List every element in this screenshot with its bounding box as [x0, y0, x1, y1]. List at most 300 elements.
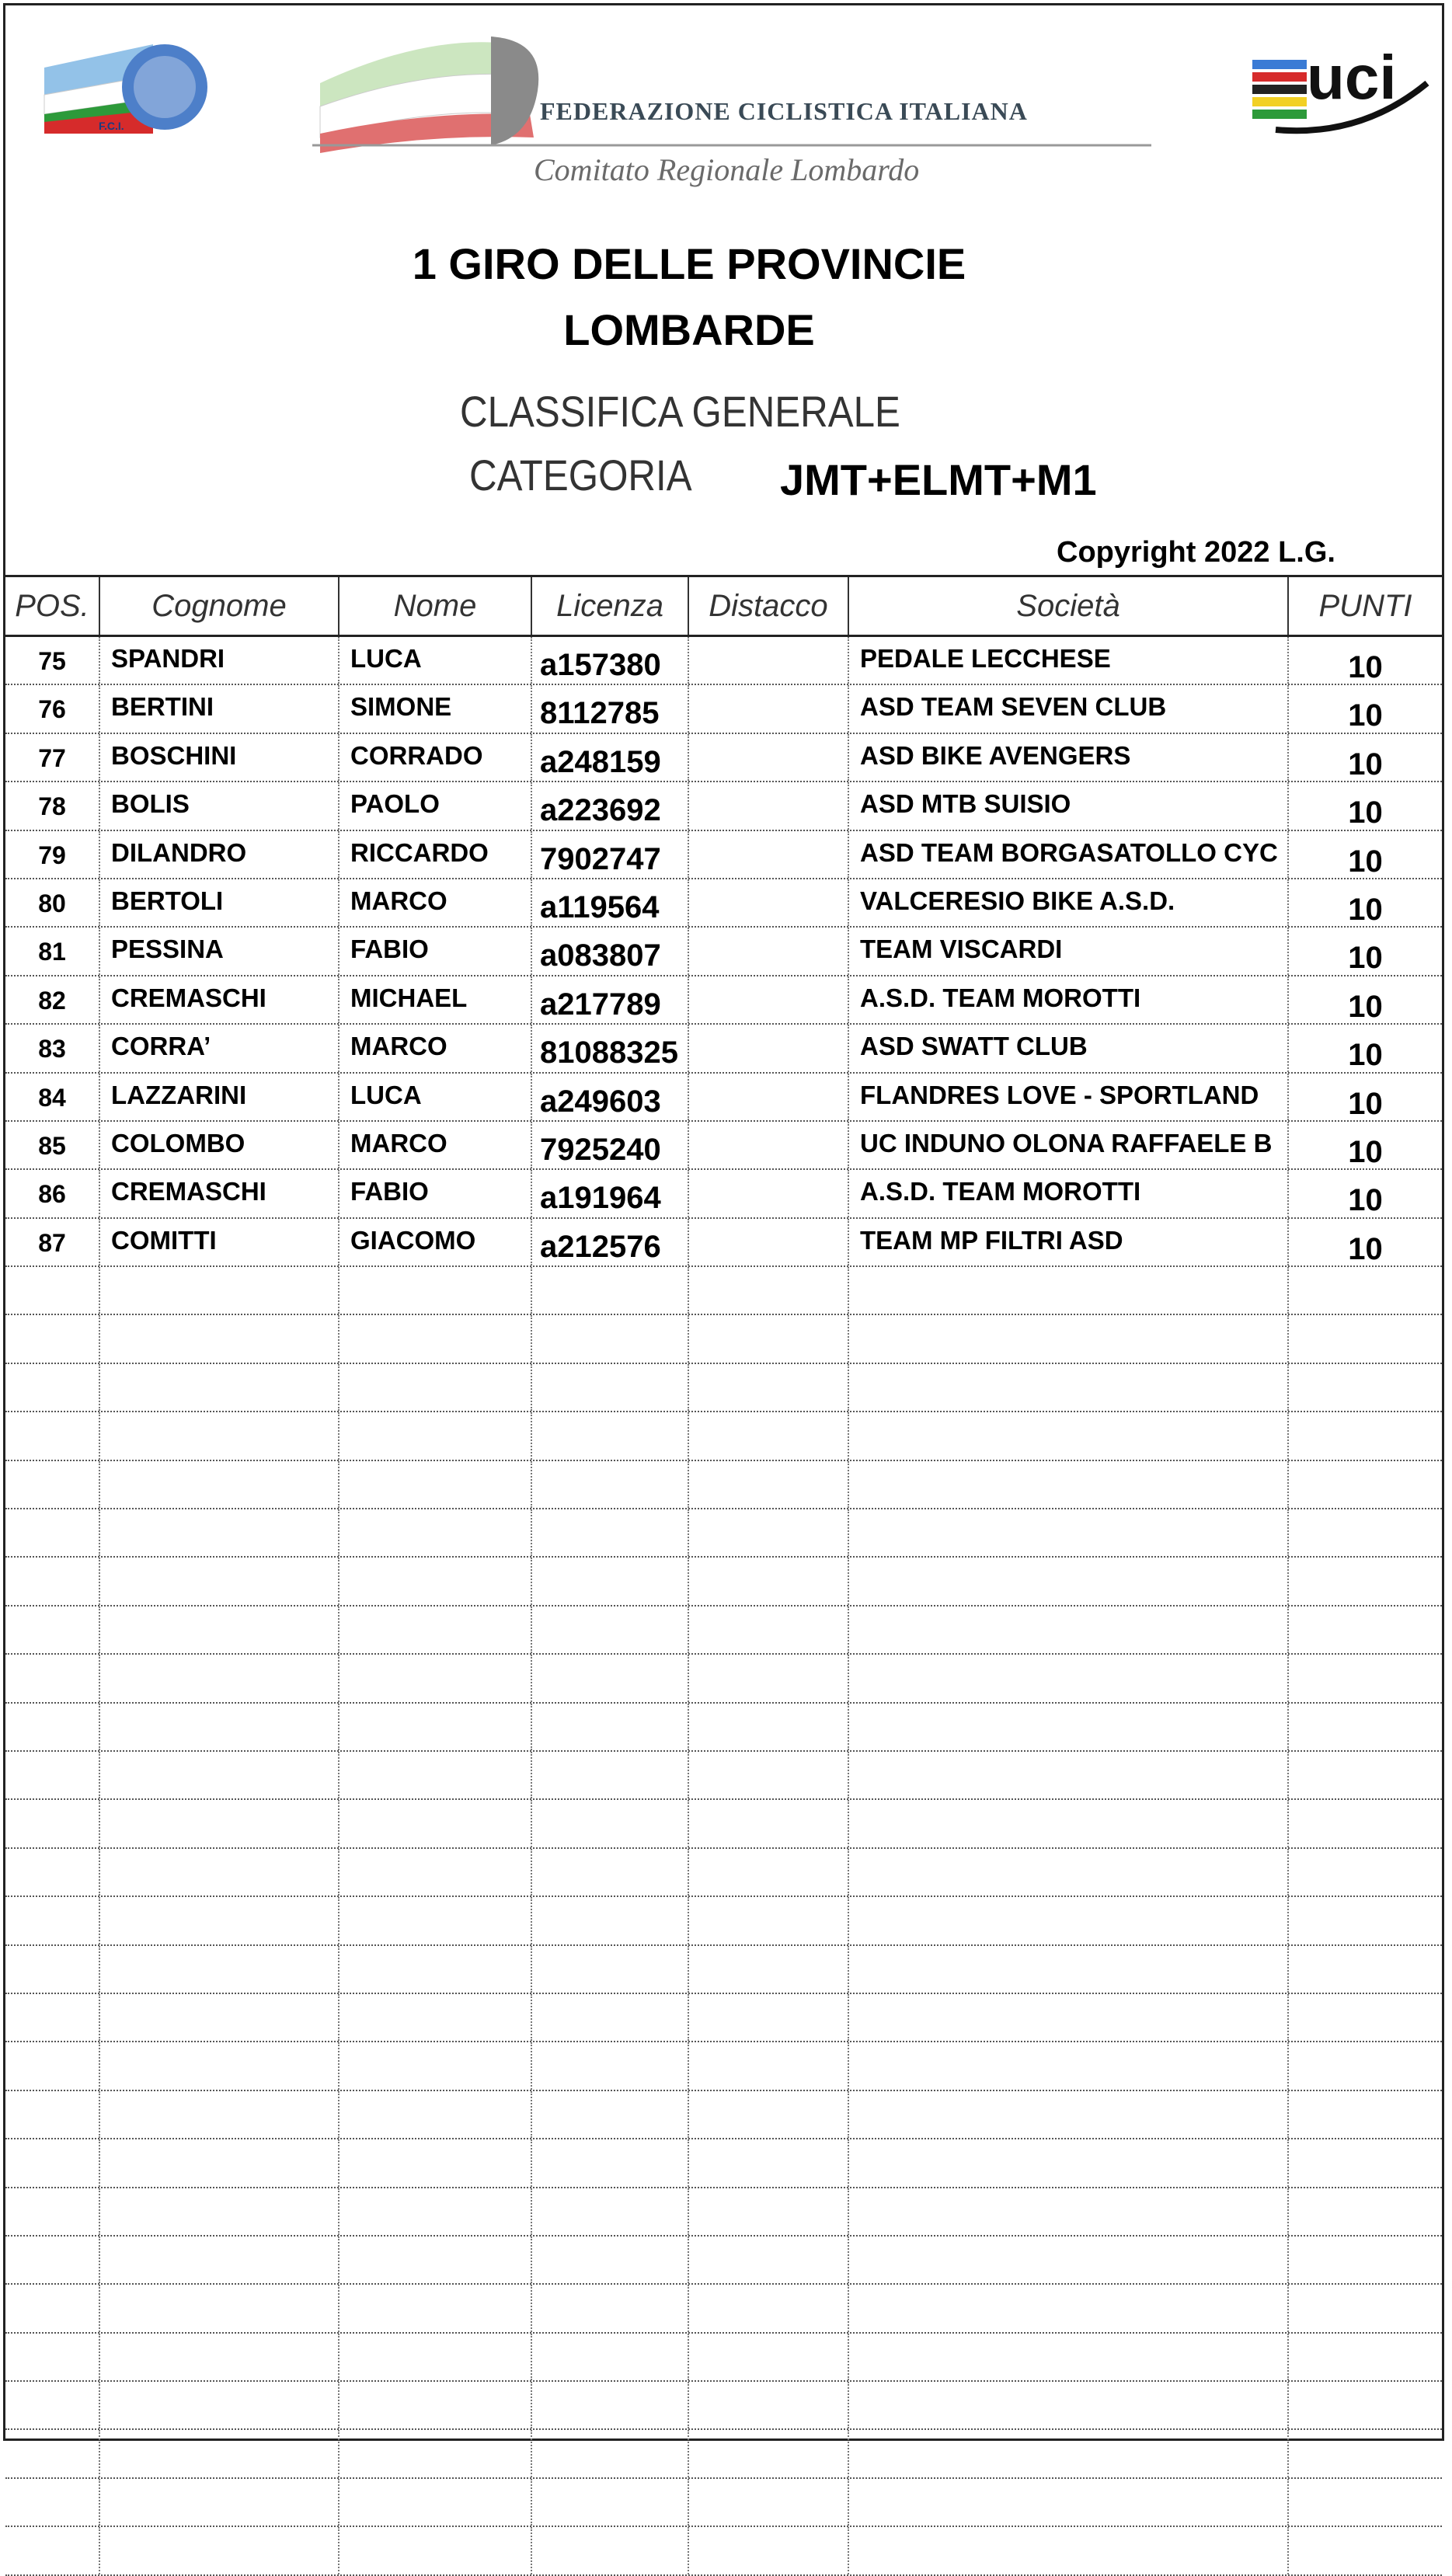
cell-nome	[339, 2479, 532, 2526]
cell-distacco	[689, 1994, 849, 2041]
cell-pos	[5, 2382, 100, 2428]
empty-table-row	[5, 1849, 1442, 1897]
cell-nome	[339, 1704, 532, 1750]
uci-logo	[1252, 37, 1439, 138]
cell-licenza	[532, 1704, 689, 1750]
cell-licenza: a157380	[532, 637, 689, 684]
cell-distacco	[689, 928, 849, 974]
cell-cognome	[100, 1752, 339, 1798]
cell-pos	[5, 1800, 100, 1847]
cell-punti	[1289, 2188, 1442, 2235]
table-row	[5, 685, 1442, 733]
cell-licenza	[532, 2139, 689, 2186]
col-header-pos: POS.	[5, 577, 100, 635]
table-row	[5, 734, 1442, 782]
cell-cognome	[100, 1800, 339, 1847]
cell-distacco	[689, 2430, 849, 2477]
cell-distacco	[689, 2188, 849, 2235]
col-header-punti: PUNTI	[1318, 589, 1412, 623]
cell-nome: FABIO	[339, 1170, 532, 1217]
col-header-distacco: Distacco	[689, 577, 849, 635]
cell-nome: LUCA	[339, 637, 532, 684]
cell-punti	[1289, 1509, 1442, 1556]
cell-pos: 80	[5, 879, 100, 926]
cell-punti	[1289, 1558, 1442, 1604]
cell-societa	[849, 2285, 1289, 2331]
results-table	[5, 575, 1442, 2576]
cell-societa	[849, 1558, 1289, 1604]
cell-punti: 10	[1348, 989, 1383, 1024]
cell-societa	[849, 2527, 1289, 2574]
cell-pos	[5, 1364, 100, 1411]
cell-punti	[1289, 2479, 1442, 2526]
cell-societa	[849, 1849, 1289, 1895]
cell-cognome	[100, 2430, 339, 2477]
event-title-line2: LOMBARDE	[563, 305, 815, 354]
cell-distacco	[689, 1704, 849, 1750]
cell-cognome: BERTINI	[100, 685, 339, 732]
cell-punti: 10	[1348, 1231, 1383, 1266]
cell-nome: FABIO	[339, 928, 532, 974]
cell-cognome: PESSINA	[100, 928, 339, 974]
empty-table-row	[5, 2139, 1442, 2188]
cell-cognome	[100, 2479, 339, 2526]
event-title-line1: 1 GIRO DELLE PROVINCIE	[412, 239, 966, 288]
cell-cognome	[100, 2285, 339, 2331]
cell-pos	[5, 2527, 100, 2574]
cell-societa	[849, 2042, 1289, 2089]
cell-nome	[339, 1607, 532, 1653]
cell-punti: 10	[1348, 1086, 1383, 1121]
cell-pos: 87	[5, 1219, 100, 1265]
empty-table-row	[5, 1315, 1442, 1363]
cell-pos	[5, 2479, 100, 2526]
category-label: CATEGORIA	[469, 451, 692, 500]
cell-distacco	[689, 879, 849, 926]
empty-table-row	[5, 2285, 1442, 2333]
cell-nome: RICCARDO	[339, 831, 532, 878]
cell-distacco	[689, 637, 849, 684]
cell-societa	[849, 1509, 1289, 1556]
cell-licenza	[532, 1655, 689, 1701]
cell-distacco	[689, 831, 849, 878]
cell-distacco	[689, 1122, 849, 1168]
cell-licenza	[532, 1412, 689, 1459]
cell-licenza	[532, 2285, 689, 2331]
cell-cognome: DILANDRO	[100, 831, 339, 878]
cell-pos	[5, 1752, 100, 1798]
cell-pos: 79	[5, 831, 100, 878]
cell-punti	[1289, 1315, 1442, 1362]
cell-societa: ASD TEAM BORGASATOLLO CYC	[849, 831, 1289, 878]
cell-distacco	[689, 2479, 849, 2526]
cell-societa: FLANDRES LOVE - SPORTLAND	[849, 1074, 1289, 1120]
cell-nome	[339, 2285, 532, 2331]
cell-cognome	[100, 1655, 339, 1701]
cell-licenza	[532, 2091, 689, 2138]
table-row	[5, 637, 1442, 685]
cell-punti: 10	[1348, 650, 1383, 684]
cell-cognome	[100, 2527, 339, 2574]
cell-punti	[1289, 1364, 1442, 1411]
cell-licenza	[532, 1267, 689, 1314]
cell-pos	[5, 2285, 100, 2331]
cell-nome: MARCO	[339, 1122, 532, 1168]
cell-cognome: LAZZARINI	[100, 1074, 339, 1120]
cell-societa	[849, 1800, 1289, 1847]
empty-table-row	[5, 2382, 1442, 2430]
cell-pos	[5, 1267, 100, 1314]
empty-table-row	[5, 1558, 1442, 1606]
col-header-cognome: Cognome	[100, 577, 339, 635]
empty-table-row	[5, 2430, 1442, 2478]
committee-name: Comitato Regionale Lombardo	[534, 152, 920, 187]
col-header-licenza: Licenza	[532, 577, 689, 635]
cell-punti	[1289, 1412, 1442, 1459]
cell-nome	[339, 2382, 532, 2428]
col-header-societa: Società	[849, 577, 1289, 635]
empty-table-row	[5, 1946, 1442, 1994]
cell-punti	[1289, 1946, 1442, 1993]
cell-distacco	[689, 2091, 849, 2138]
cell-pos: 77	[5, 734, 100, 781]
category-value: JMT+ELMT+M1	[780, 455, 1097, 504]
cell-nome	[339, 2042, 532, 2089]
cell-societa	[849, 1897, 1289, 1944]
cell-distacco	[689, 2237, 849, 2283]
cell-nome	[339, 1849, 532, 1895]
cell-punti	[1289, 1655, 1442, 1701]
cell-distacco	[689, 1509, 849, 1556]
cell-cognome: COMITTI	[100, 1219, 339, 1265]
cell-cognome	[100, 1607, 339, 1653]
cell-punti	[1289, 2042, 1442, 2089]
cell-pos: 75	[5, 637, 100, 684]
table-row	[5, 879, 1442, 928]
cell-punti	[1289, 1849, 1442, 1895]
cell-societa	[849, 2188, 1289, 2235]
empty-table-row	[5, 1267, 1442, 1315]
cell-pos	[5, 2139, 100, 2186]
empty-table-row	[5, 2188, 1442, 2237]
cell-nome	[339, 1461, 532, 1508]
cell-pos	[5, 1655, 100, 1701]
cell-cognome	[100, 1897, 339, 1944]
empty-table-row	[5, 2042, 1442, 2090]
cell-pos	[5, 2188, 100, 2235]
cell-cognome	[100, 2188, 339, 2235]
cell-licenza	[532, 2334, 689, 2380]
cell-licenza	[532, 1558, 689, 1604]
empty-table-row	[5, 1655, 1442, 1703]
cell-cognome	[100, 1461, 339, 1508]
cell-pos	[5, 2430, 100, 2477]
cell-nome	[339, 1412, 532, 1459]
cell-nome	[339, 1994, 532, 2041]
cell-punti	[1289, 2139, 1442, 2186]
cell-nome	[339, 1800, 532, 1847]
cell-distacco	[689, 2527, 849, 2574]
cell-societa	[849, 1461, 1289, 1508]
table-row	[5, 1025, 1442, 1073]
cell-distacco	[689, 1170, 849, 1217]
cell-cognome: CREMASCHI	[100, 976, 339, 1023]
cell-licenza: a248159	[532, 734, 689, 781]
cell-cognome	[100, 2382, 339, 2428]
results-sheet	[3, 3, 1444, 2441]
cell-societa	[849, 1607, 1289, 1653]
empty-table-row	[5, 2237, 1442, 2285]
cell-nome	[339, 2091, 532, 2138]
cell-societa	[849, 2237, 1289, 2283]
cell-nome	[339, 1752, 532, 1798]
cell-distacco	[689, 1752, 849, 1798]
cell-distacco	[689, 1461, 849, 1508]
cell-cognome	[100, 2091, 339, 2138]
cell-licenza	[532, 1315, 689, 1362]
cell-distacco	[689, 1219, 849, 1265]
cell-licenza: 7902747	[532, 831, 689, 878]
cell-licenza	[532, 2188, 689, 2235]
cell-licenza	[532, 1752, 689, 1798]
cell-societa	[849, 1655, 1289, 1701]
cell-societa	[849, 1752, 1289, 1798]
cell-cognome	[100, 2139, 339, 2186]
cell-cognome	[100, 2042, 339, 2089]
cell-nome	[339, 1897, 532, 1944]
cell-pos: 82	[5, 976, 100, 1023]
empty-table-row	[5, 1412, 1442, 1460]
cell-pos	[5, 1704, 100, 1750]
cell-pos	[5, 1897, 100, 1944]
cell-societa: ASD TEAM SEVEN CLUB	[849, 685, 1289, 732]
cell-punti: 10	[1348, 747, 1383, 782]
empty-table-row	[5, 1752, 1442, 1800]
cell-societa: PEDALE LECCHESE	[849, 637, 1289, 684]
cell-punti	[1289, 1800, 1442, 1847]
cell-cognome	[100, 1412, 339, 1459]
cell-cognome	[100, 1267, 339, 1314]
cell-nome	[339, 1267, 532, 1314]
table-row	[5, 1122, 1442, 1170]
cell-pos	[5, 1412, 100, 1459]
cell-cognome: CREMASCHI	[100, 1170, 339, 1217]
table-row	[5, 976, 1442, 1025]
table-header	[5, 575, 1442, 637]
cell-punti	[1289, 2285, 1442, 2331]
empty-table-row	[5, 2091, 1442, 2139]
cell-nome	[339, 2188, 532, 2235]
cell-cognome	[100, 1849, 339, 1895]
cell-punti: 10	[1348, 1134, 1383, 1169]
cell-distacco	[689, 685, 849, 732]
cell-cognome: BERTOLI	[100, 879, 339, 926]
empty-table-row	[5, 1704, 1442, 1752]
cell-societa	[849, 1315, 1289, 1362]
cell-distacco	[689, 2334, 849, 2380]
cell-punti	[1289, 2334, 1442, 2380]
cell-nome: GIACOMO	[339, 1219, 532, 1265]
cell-cognome	[100, 1994, 339, 2041]
cell-licenza: 7925240	[532, 1122, 689, 1168]
cell-punti: 10	[1348, 1038, 1383, 1073]
cell-licenza	[532, 1800, 689, 1847]
cell-punti: 10	[1348, 698, 1383, 733]
cell-pos	[5, 2334, 100, 2380]
cell-licenza: a223692	[532, 782, 689, 829]
cell-licenza	[532, 1509, 689, 1556]
cell-nome	[339, 2334, 532, 2380]
cell-pos: 76	[5, 685, 100, 732]
cell-pos: 81	[5, 928, 100, 974]
cell-pos	[5, 2042, 100, 2089]
cell-distacco	[689, 1364, 849, 1411]
cell-cognome	[100, 1558, 339, 1604]
cell-licenza: a249603	[532, 1074, 689, 1120]
cell-nome: MARCO	[339, 879, 532, 926]
cell-pos	[5, 1461, 100, 1508]
copyright: Copyright 2022 L.G.	[1057, 536, 1335, 569]
ranking-type: CLASSIFICA GENERALE	[460, 387, 900, 436]
cell-distacco	[689, 1074, 849, 1120]
cell-punti: 10	[1348, 892, 1383, 927]
cell-societa: TEAM MP FILTRI ASD	[849, 1219, 1289, 1265]
cell-distacco	[689, 1946, 849, 1993]
cell-nome	[339, 1509, 532, 1556]
cell-societa: A.S.D. TEAM MOROTTI	[849, 1170, 1289, 1217]
table-row	[5, 1219, 1442, 1267]
cell-pos: 83	[5, 1025, 100, 1071]
cell-licenza	[532, 1994, 689, 2041]
cell-distacco	[689, 2285, 849, 2331]
cell-licenza: a083807	[532, 928, 689, 974]
empty-table-row	[5, 1994, 1442, 2042]
cell-distacco	[689, 1607, 849, 1653]
svg-text:uci: uci	[1307, 43, 1397, 112]
cell-punti	[1289, 1461, 1442, 1508]
cell-licenza	[532, 1607, 689, 1653]
cell-cognome	[100, 1315, 339, 1362]
cell-societa	[849, 1267, 1289, 1314]
cell-pos	[5, 1558, 100, 1604]
cell-societa	[849, 2479, 1289, 2526]
federation-name: FEDERAZIONE CICLISTICA ITALIANA	[540, 97, 1028, 125]
cell-cognome: BOSCHINI	[100, 734, 339, 781]
cell-licenza	[532, 2237, 689, 2283]
table-row	[5, 928, 1442, 976]
cell-pos	[5, 1315, 100, 1362]
cell-nome	[339, 2527, 532, 2574]
cell-distacco	[689, 1558, 849, 1604]
cell-licenza	[532, 2479, 689, 2526]
empty-table-row	[5, 2479, 1442, 2527]
cell-distacco	[689, 1849, 849, 1895]
cell-nome	[339, 2237, 532, 2283]
cell-societa: UC INDUNO OLONA RAFFAELE B	[849, 1122, 1289, 1168]
cell-nome	[339, 2139, 532, 2186]
cell-cognome: COLOMBO	[100, 1122, 339, 1168]
cell-distacco	[689, 1315, 849, 1362]
cell-nome	[339, 2430, 532, 2477]
cell-cognome: BOLIS	[100, 782, 339, 829]
cell-cognome: SPANDRI	[100, 637, 339, 684]
cell-pos	[5, 1509, 100, 1556]
cell-societa: ASD BIKE AVENGERS	[849, 734, 1289, 781]
cell-societa: TEAM VISCARDI	[849, 928, 1289, 974]
cell-licenza: a119564	[532, 879, 689, 926]
empty-table-row	[5, 1364, 1442, 1412]
cell-pos	[5, 2237, 100, 2283]
cell-licenza: a191964	[532, 1170, 689, 1217]
cell-nome	[339, 1315, 532, 1362]
cell-licenza	[532, 1849, 689, 1895]
cell-licenza	[532, 2042, 689, 2089]
cell-licenza	[532, 2430, 689, 2477]
cell-societa	[849, 2382, 1289, 2428]
cell-nome: LUCA	[339, 1074, 532, 1120]
cell-societa	[849, 2430, 1289, 2477]
cell-cognome	[100, 1364, 339, 1411]
cell-punti	[1289, 1897, 1442, 1944]
cell-societa	[849, 1946, 1289, 1993]
cell-societa	[849, 2091, 1289, 2138]
cell-pos	[5, 1607, 100, 1653]
cell-societa: VALCERESIO BIKE A.S.D.	[849, 879, 1289, 926]
cell-punti	[1289, 2430, 1442, 2477]
cell-pos: 78	[5, 782, 100, 829]
cell-licenza	[532, 2382, 689, 2428]
svg-text:F.C.I.: F.C.I.	[99, 120, 124, 132]
cell-licenza: 81088325	[532, 1025, 689, 1071]
cell-punti	[1289, 2382, 1442, 2428]
empty-table-row	[5, 1897, 1442, 1945]
cell-nome	[339, 1655, 532, 1701]
cell-distacco	[689, 1412, 849, 1459]
cell-pos	[5, 2091, 100, 2138]
cell-societa	[849, 1994, 1289, 2041]
empty-table-row	[5, 1800, 1442, 1848]
cell-distacco	[689, 1655, 849, 1701]
cell-cognome	[100, 2237, 339, 2283]
cell-societa: A.S.D. TEAM MOROTTI	[849, 976, 1289, 1023]
cell-societa: ASD MTB SUISIO	[849, 782, 1289, 829]
cell-punti	[1289, 1607, 1442, 1653]
cell-societa: ASD SWATT CLUB	[849, 1025, 1289, 1071]
cell-licenza: a212576	[532, 1219, 689, 1265]
cell-licenza	[532, 1461, 689, 1508]
cell-licenza	[532, 2527, 689, 2574]
cell-nome: MICHAEL	[339, 976, 532, 1023]
cell-nome: MARCO	[339, 1025, 532, 1071]
cell-nome	[339, 1558, 532, 1604]
cell-punti	[1289, 1704, 1442, 1750]
cell-distacco	[689, 2382, 849, 2428]
cell-pos	[5, 1994, 100, 2041]
cell-punti	[1289, 2091, 1442, 2138]
cell-distacco	[689, 1897, 849, 1944]
cell-nome: CORRADO	[339, 734, 532, 781]
cell-pos	[5, 1946, 100, 1993]
cell-cognome: CORRA’	[100, 1025, 339, 1071]
empty-table-row	[5, 1461, 1442, 1509]
cell-distacco	[689, 2139, 849, 2186]
cell-cognome	[100, 2334, 339, 2380]
cell-societa	[849, 1364, 1289, 1411]
table-body	[5, 637, 1442, 2576]
cell-distacco	[689, 782, 849, 829]
cell-licenza: a217789	[532, 976, 689, 1023]
cell-nome: SIMONE	[339, 685, 532, 732]
